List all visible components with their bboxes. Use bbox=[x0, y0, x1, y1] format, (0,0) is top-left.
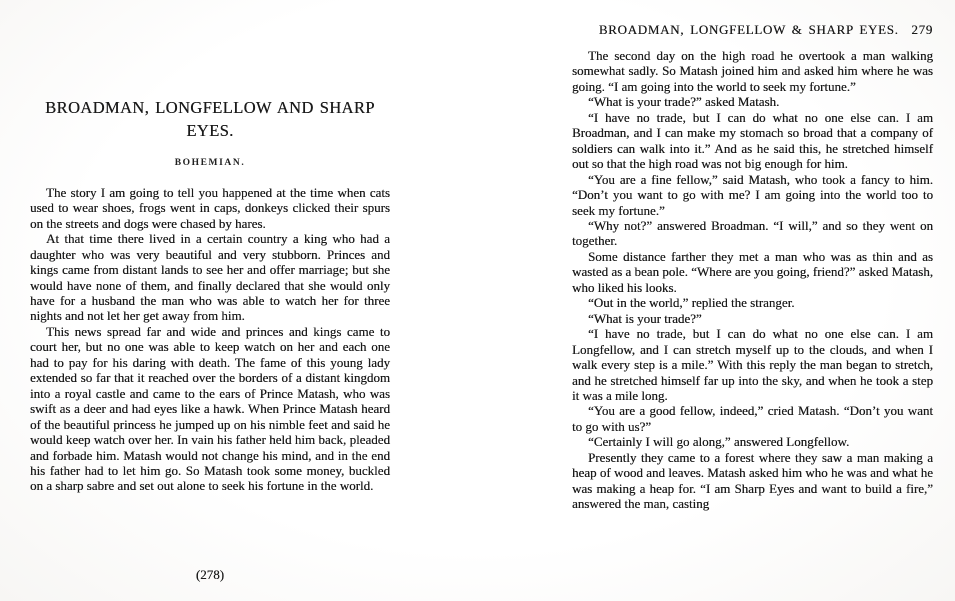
paragraph: Presently they came to a forest where they saw a man making a heap of wood and leaves. Matash asked him who he was and what he was making a heap for. “I am Sharp Eyes and want to build a fire,” answered the man, casting bbox=[572, 449, 933, 512]
left-page-body bbox=[30, 185, 390, 494]
page-number-left: (278) bbox=[195, 567, 225, 582]
left-page bbox=[30, 0, 390, 601]
running-header-title: BROADMAN, LONGFELLOW & SHARP EYES. bbox=[598, 22, 899, 37]
paragraph: “What is your trade?” asked Matash. bbox=[588, 94, 780, 110]
paragraph: “I have no trade, but I can do what no one else can. I am Broadman, and I can make my stomach so broad that a company of soldiers can walk into it.” And as he said this, he stretched himself out so that the high road was not big enough for him. bbox=[572, 109, 933, 172]
chapter-title: BROADMAN, LONGFELLOW AND SHARP EYES. bbox=[45, 98, 375, 141]
paragraph: “I have no trade, but I can do what no one else can. I am Longfellow, and I can stretch myself up to the clouds, and when I walk every step is a mile.” With this reply the man began to stretch, and he stretched himself far up into the sky, and when he took a step it was a mile long. bbox=[572, 326, 933, 403]
chapter-subtitle: BOHEMIAN. bbox=[174, 157, 246, 168]
paragraph: This news spread far and wide and princes and kings came to court her, but no one was able to keep watch on her and each one had to pay for his daring with death. The fame of this young lady extended so far that it reached over the borders of a distant kingdom into a royal castle and came to the ears of Prince Matash, who was swift as a deer and had eyes like a hawk. When Prince Matash heard of the beautiful princess he jumped up on his nimble feet and said he would keep watch over her. In vain his father held him back, pleaded and forbade him. Matash would not change his mind, and in the end his father had to let him go. So Matash took some money, buckled on a sharp sabre and set out alone to seek his fortune in the world. bbox=[30, 323, 390, 494]
right-page-body bbox=[572, 48, 933, 512]
paragraph: Some distance farther they met a man who was as thin and as wasted as a bean pole. “Where are you going, friend?” asked Matash, who liked his looks. bbox=[572, 248, 933, 295]
paragraph: The second day on the high road he overtook a man walking somewhat sadly. So Matash joined him and asked him where he was going. “I am going into the world to seek my fortune.” bbox=[572, 48, 933, 94]
paragraph: “You are a good fellow, indeed,” cried Matash. “Don’t you want to go with us?” bbox=[572, 403, 933, 434]
paragraph: “What is your trade?” bbox=[588, 310, 702, 326]
paragraph: “Why not?” answered Broadman. “I will,” and so they went on together. bbox=[572, 217, 933, 249]
paragraph: The story I am going to tell you happened at the time when cats used to wear shoes, frogs went in caps, donkeys clicked their spurs on the streets and dogs were chased by hares. bbox=[30, 184, 390, 231]
paragraph: “Out in the world,” replied the stranger. bbox=[588, 295, 795, 311]
paragraph: At that time there lived in a certain country a king who had a daughter who was very beautiful and very stubborn. Princes and kings came from distant lands to see her and offer marriage; but she would have none of them, and finally declared that she would only have for a husband the man who was able to watch her for three nights and not let her get away from him. bbox=[30, 231, 390, 324]
right-page bbox=[572, 0, 933, 601]
running-header bbox=[572, 22, 933, 38]
paragraph: “You are a fine fellow,” said Matash, who took a fancy to him. “Don’t you want to go with me? I am going into the world too to seek my fortune.” bbox=[572, 171, 933, 218]
page-number-right: 279 bbox=[911, 22, 933, 37]
paragraph: “Certainly I will go along,” answered Longfellow. bbox=[588, 434, 850, 450]
